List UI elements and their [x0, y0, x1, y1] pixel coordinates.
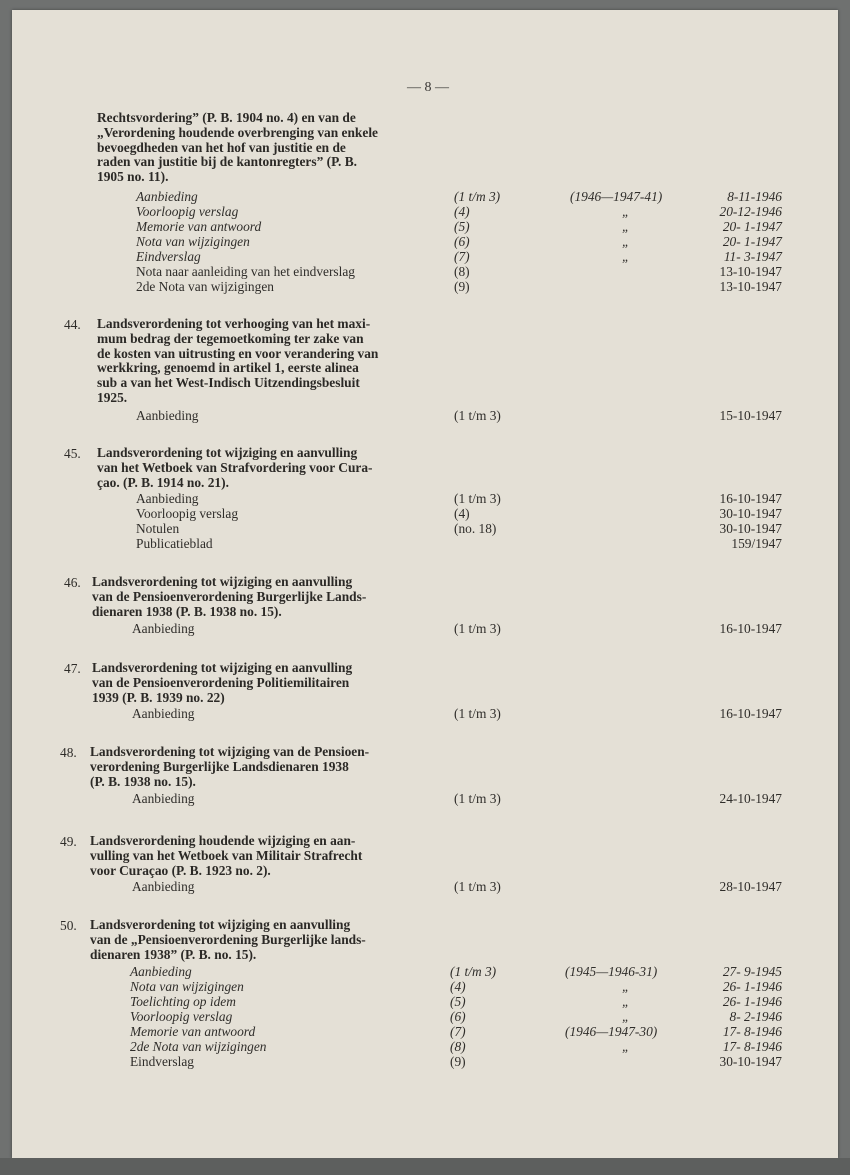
row-ref: (1 t/m 3): [454, 706, 501, 721]
table-row: [0, 994, 850, 1009]
table-row: [0, 249, 850, 264]
row-label: Memorie van antwoord: [130, 1024, 256, 1039]
row-label: Aanbieding: [132, 621, 195, 636]
row-ref: (1 t/m 3): [454, 879, 501, 894]
row-date: 30-10-1947: [719, 506, 782, 521]
title-line: van de Pensioenverordening Politiemilitairen: [92, 674, 350, 690]
row-session: (1946—1947-41): [570, 189, 663, 204]
row-ref: (1 t/m 3): [454, 491, 501, 506]
row-ref: (4): [454, 506, 470, 521]
table-row: [0, 706, 850, 721]
row-label: Nota van wijzigingen: [136, 234, 250, 249]
entry-number: 48.: [60, 745, 77, 760]
row-ref: (1 t/m 3): [454, 408, 501, 423]
row-ref: (4): [450, 979, 466, 994]
table-row: [0, 1054, 850, 1069]
scanner-bed-edge: [0, 1158, 850, 1175]
row-date: 13-10-1947: [719, 264, 782, 279]
title-line: dienaren 1938 (P. B. 1938 no. 15).: [92, 603, 282, 619]
entry-title: [97, 446, 432, 490]
title-line: 1939 (P. B. 1939 no. 22): [92, 689, 225, 705]
table-row: [0, 219, 850, 234]
title-line: verordening Burgerlijke Landsdienaren 1938: [90, 758, 349, 774]
row-label: Nota naar aanleiding van het eindverslag: [136, 264, 355, 279]
row-date: 27- 9-1945: [722, 964, 782, 979]
row-ref: (9): [454, 279, 470, 294]
title-line: sub a van het West-Indisch Uitzendingsbesluit: [97, 375, 360, 391]
row-label: Aanbieding: [132, 879, 195, 894]
row-session: „: [622, 234, 630, 249]
row-session: „: [622, 1009, 630, 1024]
row-date: 26- 1-1946: [722, 994, 782, 1009]
row-label: 2de Nota van wijzigingen: [130, 1039, 267, 1054]
row-label: Eindverslag: [130, 1054, 194, 1069]
row-date: 16-10-1947: [719, 621, 782, 636]
row-label: 2de Nota van wijzigingen: [136, 279, 274, 294]
row-date: 20-12-1946: [719, 204, 782, 219]
entry-number: 45.: [64, 446, 81, 461]
entry-number: 44.: [64, 317, 81, 332]
title-line: Landsverordening tot verhooging van het maxi-: [97, 316, 371, 331]
entry-title: [92, 575, 427, 619]
title-line: çao. (P. B. 1914 no. 21).: [97, 474, 229, 490]
row-ref: (1 t/m 3): [454, 189, 501, 204]
row-session: „: [622, 219, 630, 234]
row-date: 20- 1-1947: [722, 234, 782, 249]
table-row: [0, 1024, 850, 1039]
title-line: (P. B. 1938 no. 15).: [90, 773, 196, 789]
row-date: 30-10-1947: [719, 521, 782, 536]
row-ref: (8): [450, 1039, 466, 1054]
entry-title: [90, 918, 425, 962]
page-number: — 8 —: [407, 80, 449, 95]
title-line: van het Wetboek van Strafvordering voor Cura-: [97, 459, 373, 475]
row-ref: (7): [454, 249, 470, 264]
row-ref: (1 t/m 3): [454, 621, 501, 636]
table-row: [0, 791, 850, 806]
table-row: [0, 621, 850, 636]
row-date: 20- 1-1947: [722, 219, 782, 234]
row-label: Eindverslag: [136, 249, 201, 264]
title-line: dienaren 1938” (P. B. no. 15).: [90, 946, 257, 962]
row-date: 159/1947: [731, 536, 782, 551]
table-row: [0, 408, 850, 423]
title-line: 1925.: [97, 389, 128, 405]
table-row: [0, 506, 850, 521]
entry-number: 46.: [64, 575, 81, 590]
table-row: [0, 879, 850, 894]
entry-title: [97, 111, 432, 185]
title-line: Landsverordening tot wijziging van de Pensioen-: [90, 744, 370, 759]
table-row: [0, 979, 850, 994]
title-line: voor Curaçao (P. B. 1923 no. 2).: [90, 862, 271, 878]
row-label: Voorloopig verslag: [136, 506, 239, 521]
row-ref: (4): [454, 204, 470, 219]
row-label: Aanbieding: [132, 706, 195, 721]
table-row: [0, 491, 850, 506]
table-row: [0, 279, 850, 294]
row-date: 26- 1-1946: [722, 979, 782, 994]
entry-number: 50.: [60, 918, 77, 933]
row-ref: (1 t/m 3): [454, 791, 501, 806]
row-date: 28-10-1947: [719, 879, 782, 894]
title-line: Rechtsvordering” (P. B. 1904 no. 4) en van de: [97, 110, 356, 125]
table-row: [0, 204, 850, 219]
entry-title: [97, 317, 432, 406]
title-line: bevoegdheden van het hof van justitie en de: [97, 139, 346, 155]
row-label: Publicatieblad: [136, 536, 213, 551]
title-line: werkkring, genoemd in artikel 1, eerste alinea: [97, 360, 359, 376]
table-row: [0, 1039, 850, 1054]
row-label: Memorie van antwoord: [136, 219, 262, 234]
row-label: Toelichting op idem: [130, 994, 236, 1009]
table-row: [0, 521, 850, 536]
title-line: van de Pensioenverordening Burgerlijke Lands-: [92, 588, 367, 604]
title-line: van de „Pensioenverordening Burgerlijke lands-: [90, 931, 366, 947]
row-label: Aanbieding: [136, 408, 199, 423]
row-session: „: [622, 979, 630, 994]
title-line: Landsverordening tot wijziging en aanvulling: [92, 660, 353, 675]
title-line: 1905 no. 11).: [97, 169, 169, 185]
row-ref: (1 t/m 3): [450, 964, 497, 979]
row-date: 16-10-1947: [719, 491, 782, 506]
row-ref: (no. 18): [454, 521, 497, 536]
row-label: Aanbieding: [136, 491, 199, 506]
title-line: raden van justitie bij de kantonregters” (P. B.: [97, 154, 358, 170]
row-session: „: [622, 994, 630, 1009]
title-line: Landsverordening houdende wijziging en aan-: [90, 833, 356, 848]
title-line: vulling van het Wetboek van Militair Strafrecht: [90, 847, 363, 863]
row-date: 15-10-1947: [719, 408, 782, 423]
row-date: 8-11-1946: [727, 189, 782, 204]
row-session: „: [622, 1039, 630, 1054]
row-label: Aanbieding: [130, 964, 192, 979]
row-ref: (6): [450, 1009, 466, 1024]
table-row: [0, 264, 850, 279]
row-session: (1946—1947-30): [565, 1024, 658, 1039]
table-row: [0, 234, 850, 249]
row-ref: (8): [454, 264, 470, 279]
table-row: [0, 964, 850, 979]
title-line: mum bedrag der tegemoetkoming ter zake van: [97, 330, 364, 346]
row-session: „: [622, 249, 630, 264]
title-line: Landsverordening tot wijziging en aanvulling: [92, 574, 353, 589]
row-ref: (7): [450, 1024, 466, 1039]
title-line: Landsverordening tot wijziging en aanvulling: [90, 917, 351, 932]
title-line: Landsverordening tot wijziging en aanvulling: [97, 445, 358, 460]
row-label: Aanbieding: [132, 791, 195, 806]
entry-title: [92, 661, 427, 705]
table-row: [0, 536, 850, 551]
row-date: 8- 2-1946: [729, 1009, 782, 1024]
table-row: [0, 189, 850, 204]
entry-number: 49.: [60, 834, 77, 849]
row-date: 11- 3-1947: [723, 249, 782, 264]
row-label: Nota van wijzigingen: [130, 979, 244, 994]
row-session: „: [622, 204, 630, 219]
title-line: „Verordening houdende overbrenging van enkele: [97, 124, 378, 140]
entry-number: 47.: [64, 661, 81, 676]
row-date: 24-10-1947: [719, 791, 782, 806]
entry-title: [90, 834, 425, 878]
row-label: Voorloopig verslag: [130, 1009, 233, 1024]
row-date: 30-10-1947: [719, 1054, 782, 1069]
title-line: de kosten van uitrusting en voor verandering van: [97, 345, 379, 361]
row-ref: (9): [450, 1054, 466, 1069]
row-label: Aanbieding: [136, 189, 198, 204]
row-ref: (6): [454, 234, 470, 249]
row-label: Notulen: [136, 521, 180, 536]
row-date: 16-10-1947: [719, 706, 782, 721]
row-ref: (5): [454, 219, 470, 234]
row-date: 17- 8-1946: [722, 1024, 782, 1039]
table-row: [0, 1009, 850, 1024]
row-ref: (5): [450, 994, 466, 1009]
entry-title: [90, 745, 430, 789]
row-date: 17- 8-1946: [722, 1039, 782, 1054]
row-session: (1945—1946-31): [565, 964, 658, 979]
row-date: 13-10-1947: [719, 279, 782, 294]
row-label: Voorloopig verslag: [136, 204, 239, 219]
